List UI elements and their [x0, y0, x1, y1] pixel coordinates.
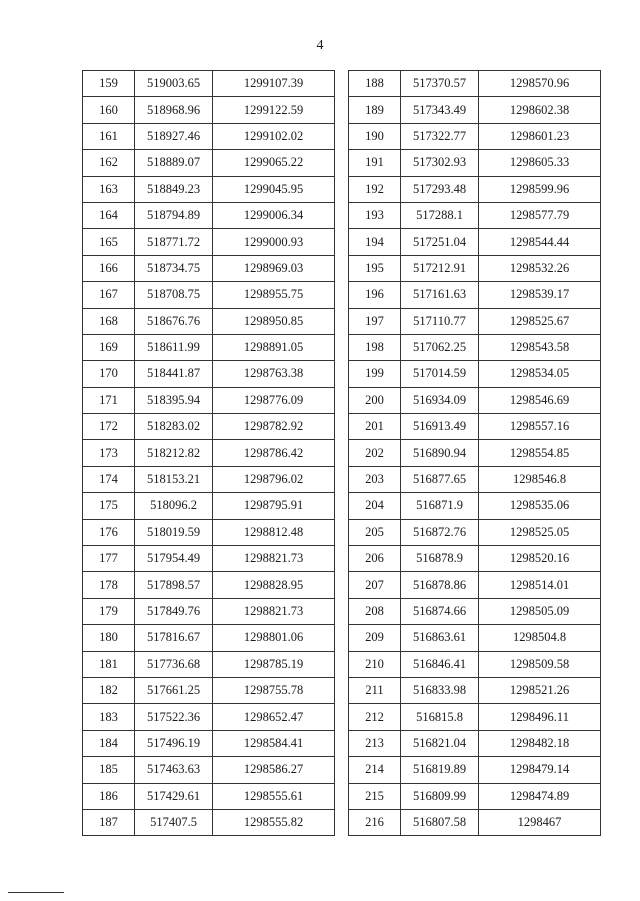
point-number-cell: 160: [83, 97, 135, 123]
y-coordinate-cell: 1298577.79: [479, 202, 601, 228]
x-coordinate-cell: 517110.77: [401, 308, 479, 334]
table-row: [349, 71, 601, 97]
table-row: [349, 282, 601, 308]
point-number-cell: 171: [83, 387, 135, 413]
y-coordinate-cell: 1298535.06: [479, 493, 601, 519]
y-coordinate-cell: 1299107.39: [213, 71, 335, 97]
x-coordinate-cell: 518212.82: [135, 440, 213, 466]
point-number-cell: 199: [349, 361, 401, 387]
table-row: [83, 229, 335, 255]
table-row: [83, 730, 335, 756]
table-row: [83, 334, 335, 360]
point-number-cell: 169: [83, 334, 135, 360]
point-number-cell: 198: [349, 334, 401, 360]
point-number-cell: 196: [349, 282, 401, 308]
x-coordinate-cell: 517370.57: [401, 71, 479, 97]
x-coordinate-cell: 516833.98: [401, 677, 479, 703]
y-coordinate-cell: 1298652.47: [213, 704, 335, 730]
y-coordinate-cell: 1298509.58: [479, 651, 601, 677]
y-coordinate-cell: 1298479.14: [479, 757, 601, 783]
y-coordinate-cell: 1298812.48: [213, 519, 335, 545]
table-row: [349, 625, 601, 651]
y-coordinate-cell: 1298602.38: [479, 97, 601, 123]
point-number-cell: 189: [349, 97, 401, 123]
y-coordinate-cell: 1298534.05: [479, 361, 601, 387]
table-row: [83, 97, 335, 123]
point-number-cell: 179: [83, 598, 135, 624]
y-coordinate-cell: 1299102.02: [213, 123, 335, 149]
y-coordinate-cell: 1298525.67: [479, 308, 601, 334]
table-row: [83, 704, 335, 730]
point-number-cell: 180: [83, 625, 135, 651]
x-coordinate-cell: 518889.07: [135, 150, 213, 176]
point-number-cell: 170: [83, 361, 135, 387]
point-number-cell: 211: [349, 677, 401, 703]
point-number-cell: 201: [349, 414, 401, 440]
point-number-cell: 215: [349, 783, 401, 809]
x-coordinate-cell: 517288.1: [401, 202, 479, 228]
y-coordinate-cell: 1299065.22: [213, 150, 335, 176]
point-number-cell: 167: [83, 282, 135, 308]
x-coordinate-cell: 518283.02: [135, 414, 213, 440]
table-row: [349, 308, 601, 334]
table-row: [83, 677, 335, 703]
point-number-cell: 197: [349, 308, 401, 334]
table-row: [349, 97, 601, 123]
table-row: [349, 730, 601, 756]
table-row: [349, 440, 601, 466]
table-row: [83, 493, 335, 519]
table-row: [349, 229, 601, 255]
y-coordinate-cell: 1298467: [479, 809, 601, 835]
y-coordinate-cell: 1298521.26: [479, 677, 601, 703]
x-coordinate-cell: 516913.49: [401, 414, 479, 440]
y-coordinate-cell: 1298505.09: [479, 598, 601, 624]
point-number-cell: 200: [349, 387, 401, 413]
x-coordinate-cell: 516878.9: [401, 546, 479, 572]
table-row: [349, 783, 601, 809]
y-coordinate-cell: 1298969.03: [213, 255, 335, 281]
x-coordinate-cell: 517496.19: [135, 730, 213, 756]
x-coordinate-cell: 517302.93: [401, 150, 479, 176]
point-number-cell: 191: [349, 150, 401, 176]
y-coordinate-cell: 1298821.73: [213, 598, 335, 624]
table-row: [349, 255, 601, 281]
x-coordinate-cell: 518771.72: [135, 229, 213, 255]
footnote-rule: [8, 892, 64, 893]
table-row: [349, 414, 601, 440]
table-row: [349, 202, 601, 228]
y-coordinate-cell: 1298525.05: [479, 519, 601, 545]
x-coordinate-cell: 516846.41: [401, 651, 479, 677]
table-row: [349, 466, 601, 492]
point-number-cell: 210: [349, 651, 401, 677]
x-coordinate-cell: 519003.65: [135, 71, 213, 97]
table-row: [83, 598, 335, 624]
table-row: [83, 282, 335, 308]
x-coordinate-cell: 517463.63: [135, 757, 213, 783]
y-coordinate-cell: 1298601.23: [479, 123, 601, 149]
table-row: [349, 572, 601, 598]
y-coordinate-cell: 1298795.91: [213, 493, 335, 519]
table-row: [349, 387, 601, 413]
point-number-cell: 177: [83, 546, 135, 572]
table-row: [83, 651, 335, 677]
x-coordinate-cell: 516890.94: [401, 440, 479, 466]
x-coordinate-cell: 516821.04: [401, 730, 479, 756]
table-row: [83, 414, 335, 440]
point-number-cell: 207: [349, 572, 401, 598]
y-coordinate-cell: 1298474.89: [479, 783, 601, 809]
table-row: [83, 466, 335, 492]
x-coordinate-cell: 518153.21: [135, 466, 213, 492]
point-number-cell: 165: [83, 229, 135, 255]
x-coordinate-cell: 517062.25: [401, 334, 479, 360]
point-number-cell: 163: [83, 176, 135, 202]
x-coordinate-cell: 516815.8: [401, 704, 479, 730]
y-coordinate-cell: 1298539.17: [479, 282, 601, 308]
x-coordinate-cell: 518708.75: [135, 282, 213, 308]
point-number-cell: 190: [349, 123, 401, 149]
y-coordinate-cell: 1298586.27: [213, 757, 335, 783]
point-number-cell: 185: [83, 757, 135, 783]
coordinates-table-right: [348, 70, 601, 836]
y-coordinate-cell: 1298520.16: [479, 546, 601, 572]
x-coordinate-cell: 516934.09: [401, 387, 479, 413]
table-row: [83, 546, 335, 572]
y-coordinate-cell: 1299000.93: [213, 229, 335, 255]
y-coordinate-cell: 1298950.85: [213, 308, 335, 334]
x-coordinate-cell: 516877.65: [401, 466, 479, 492]
table-row: [349, 704, 601, 730]
y-coordinate-cell: 1298605.33: [479, 150, 601, 176]
table-row: [349, 757, 601, 783]
point-number-cell: 208: [349, 598, 401, 624]
y-coordinate-cell: 1298544.44: [479, 229, 601, 255]
x-coordinate-cell: 517014.59: [401, 361, 479, 387]
point-number-cell: 184: [83, 730, 135, 756]
table-row: [83, 123, 335, 149]
point-number-cell: 166: [83, 255, 135, 281]
y-coordinate-cell: 1299006.34: [213, 202, 335, 228]
y-coordinate-cell: 1298763.38: [213, 361, 335, 387]
coordinates-table-right-body: [349, 71, 601, 836]
point-number-cell: 168: [83, 308, 135, 334]
x-coordinate-cell: 517429.61: [135, 783, 213, 809]
y-coordinate-cell: 1298796.02: [213, 466, 335, 492]
x-coordinate-cell: 518676.76: [135, 308, 213, 334]
table-row: [83, 202, 335, 228]
point-number-cell: 203: [349, 466, 401, 492]
y-coordinate-cell: 1298482.18: [479, 730, 601, 756]
coordinates-table-left-body: [83, 71, 335, 836]
point-number-cell: 212: [349, 704, 401, 730]
x-coordinate-cell: 517849.76: [135, 598, 213, 624]
point-number-cell: 205: [349, 519, 401, 545]
y-coordinate-cell: 1298955.75: [213, 282, 335, 308]
point-number-cell: 206: [349, 546, 401, 572]
table-row: [83, 783, 335, 809]
point-number-cell: 176: [83, 519, 135, 545]
x-coordinate-cell: 517816.67: [135, 625, 213, 651]
y-coordinate-cell: 1298785.19: [213, 651, 335, 677]
x-coordinate-cell: 517161.63: [401, 282, 479, 308]
table-row: [349, 493, 601, 519]
x-coordinate-cell: 517661.25: [135, 677, 213, 703]
point-number-cell: 181: [83, 651, 135, 677]
x-coordinate-cell: 517522.36: [135, 704, 213, 730]
x-coordinate-cell: 518927.46: [135, 123, 213, 149]
page-number: 4: [316, 38, 324, 53]
table-row: [83, 572, 335, 598]
x-coordinate-cell: 517293.48: [401, 176, 479, 202]
x-coordinate-cell: 518441.87: [135, 361, 213, 387]
x-coordinate-cell: 518096.2: [135, 493, 213, 519]
table-row: [83, 519, 335, 545]
y-coordinate-cell: 1298543.58: [479, 334, 601, 360]
table-row: [349, 546, 601, 572]
x-coordinate-cell: 517251.04: [401, 229, 479, 255]
x-coordinate-cell: 517407.5: [135, 809, 213, 835]
y-coordinate-cell: 1298557.16: [479, 414, 601, 440]
y-coordinate-cell: 1298821.73: [213, 546, 335, 572]
table-row: [83, 809, 335, 835]
coordinates-table-left: [82, 70, 335, 836]
y-coordinate-cell: 1298776.09: [213, 387, 335, 413]
table-row: [349, 176, 601, 202]
point-number-cell: 213: [349, 730, 401, 756]
y-coordinate-cell: 1298891.05: [213, 334, 335, 360]
point-number-cell: 172: [83, 414, 135, 440]
y-coordinate-cell: 1298554.85: [479, 440, 601, 466]
point-number-cell: 194: [349, 229, 401, 255]
table-row: [349, 361, 601, 387]
y-coordinate-cell: 1299122.59: [213, 97, 335, 123]
table-row: [349, 123, 601, 149]
point-number-cell: 178: [83, 572, 135, 598]
y-coordinate-cell: 1298532.26: [479, 255, 601, 281]
table-row: [83, 71, 335, 97]
point-number-cell: 174: [83, 466, 135, 492]
x-coordinate-cell: 518794.89: [135, 202, 213, 228]
point-number-cell: 216: [349, 809, 401, 835]
point-number-cell: 209: [349, 625, 401, 651]
x-coordinate-cell: 518734.75: [135, 255, 213, 281]
point-number-cell: 161: [83, 123, 135, 149]
table-row: [83, 150, 335, 176]
y-coordinate-cell: 1298786.42: [213, 440, 335, 466]
x-coordinate-cell: 516872.76: [401, 519, 479, 545]
point-number-cell: 159: [83, 71, 135, 97]
point-number-cell: 202: [349, 440, 401, 466]
x-coordinate-cell: 518019.59: [135, 519, 213, 545]
table-row: [83, 440, 335, 466]
y-coordinate-cell: 1298546.69: [479, 387, 601, 413]
y-coordinate-cell: 1298782.92: [213, 414, 335, 440]
y-coordinate-cell: 1298546.8: [479, 466, 601, 492]
y-coordinate-cell: 1298828.95: [213, 572, 335, 598]
x-coordinate-cell: 517322.77: [401, 123, 479, 149]
x-coordinate-cell: 516878.86: [401, 572, 479, 598]
x-coordinate-cell: 516819.89: [401, 757, 479, 783]
table-row: [349, 677, 601, 703]
table-row: [83, 255, 335, 281]
point-number-cell: 175: [83, 493, 135, 519]
x-coordinate-cell: 517343.49: [401, 97, 479, 123]
table-row: [349, 598, 601, 624]
point-number-cell: 195: [349, 255, 401, 281]
x-coordinate-cell: 517736.68: [135, 651, 213, 677]
point-number-cell: 214: [349, 757, 401, 783]
y-coordinate-cell: 1299045.95: [213, 176, 335, 202]
y-coordinate-cell: 1298801.06: [213, 625, 335, 651]
table-row: [349, 651, 601, 677]
point-number-cell: 193: [349, 202, 401, 228]
y-coordinate-cell: 1298584.41: [213, 730, 335, 756]
y-coordinate-cell: 1298755.78: [213, 677, 335, 703]
point-number-cell: 173: [83, 440, 135, 466]
point-number-cell: 186: [83, 783, 135, 809]
x-coordinate-cell: 516871.9: [401, 493, 479, 519]
point-number-cell: 162: [83, 150, 135, 176]
point-number-cell: 188: [349, 71, 401, 97]
table-row: [83, 361, 335, 387]
x-coordinate-cell: 517954.49: [135, 546, 213, 572]
x-coordinate-cell: 516874.66: [401, 598, 479, 624]
table-row: [83, 176, 335, 202]
y-coordinate-cell: 1298555.82: [213, 809, 335, 835]
y-coordinate-cell: 1298504.8: [479, 625, 601, 651]
point-number-cell: 183: [83, 704, 135, 730]
x-coordinate-cell: 516807.58: [401, 809, 479, 835]
x-coordinate-cell: 517898.57: [135, 572, 213, 598]
x-coordinate-cell: 517212.91: [401, 255, 479, 281]
y-coordinate-cell: 1298555.61: [213, 783, 335, 809]
x-coordinate-cell: 516863.61: [401, 625, 479, 651]
table-row: [83, 757, 335, 783]
y-coordinate-cell: 1298599.96: [479, 176, 601, 202]
x-coordinate-cell: 518395.94: [135, 387, 213, 413]
x-coordinate-cell: 518611.99: [135, 334, 213, 360]
x-coordinate-cell: 516809.99: [401, 783, 479, 809]
table-row: [83, 387, 335, 413]
table-row: [349, 334, 601, 360]
table-row: [83, 625, 335, 651]
table-row: [349, 519, 601, 545]
y-coordinate-cell: 1298570.96: [479, 71, 601, 97]
point-number-cell: 187: [83, 809, 135, 835]
point-number-cell: 182: [83, 677, 135, 703]
point-number-cell: 164: [83, 202, 135, 228]
table-row: [83, 308, 335, 334]
table-row: [349, 150, 601, 176]
x-coordinate-cell: 518968.96: [135, 97, 213, 123]
table-row: [349, 809, 601, 835]
point-number-cell: 192: [349, 176, 401, 202]
y-coordinate-cell: 1298514.01: [479, 572, 601, 598]
y-coordinate-cell: 1298496.11: [479, 704, 601, 730]
point-number-cell: 204: [349, 493, 401, 519]
x-coordinate-cell: 518849.23: [135, 176, 213, 202]
